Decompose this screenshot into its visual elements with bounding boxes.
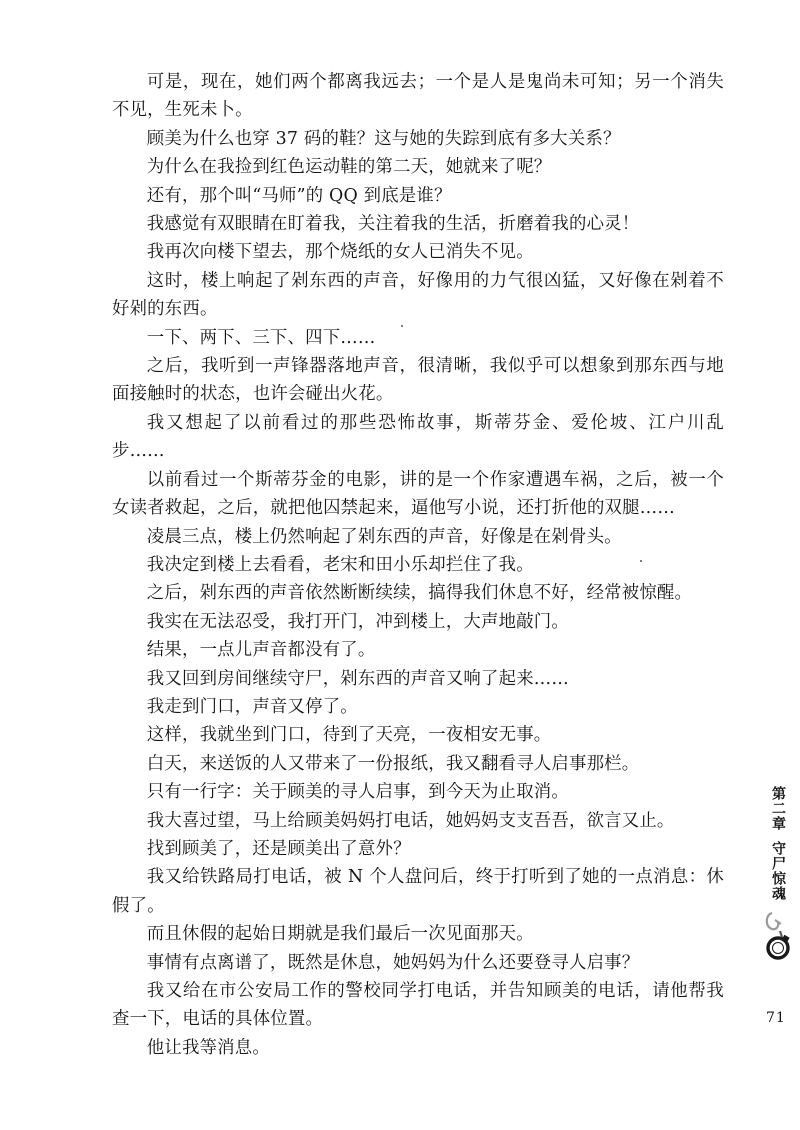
paragraph: 我又给铁路局打电话，被 N 个人盘问后，终于打听到了她的一点消息：休假了。 [112, 867, 724, 916]
paragraph: 我感觉有双眼睛在盯着我，关注着我的生活，折磨着我的心灵！ [146, 214, 640, 235]
paragraph: 可是，现在，她们两个都离我远去；一个是人是鬼尚未可知；另一个消失不见，生死未卜。 [112, 72, 724, 121]
paragraph: 这样，我就坐到门口，待到了天亮，一夜相安无事。 [146, 725, 552, 746]
paragraph: 这时，楼上响起了剁东西的声音，好像用的力气很凶猛，又好像在剁着不好剁的东西。 [112, 270, 724, 320]
paragraph: 我实在无法忍受，我打开门，冲到楼上，大声地敲门。 [146, 611, 569, 632]
paragraph: 事情有点离谱了，既然是休息，她妈妈为什么还要登寻人启事？ [146, 952, 640, 973]
paragraph: 我走到门口，声音又停了。 [146, 696, 358, 717]
paragraph: 一下、两下、三下、四下…… [146, 327, 376, 348]
paragraph: 我大喜过望，马上给顾美妈妈打电话，她妈妈支支吾吾，欲言又止。 [146, 810, 675, 831]
paragraph: 我又想起了以前看过的那些恐怖故事，斯蒂芬金、爱伦坡、江户川乱步…… [112, 412, 724, 462]
paragraph: 我决定到楼上去看看，老宋和田小乐却拦住了我。 [146, 554, 534, 575]
paragraph: 之后，剁东西的声音依然断断续续，搞得我们休息不好，经常被惊醒。 [146, 583, 693, 604]
chapter-title: 守尸惊魂 [770, 841, 786, 901]
paragraph: 我又给在市公安局工作的警校同学打电话，并告知顾美的电话，请他帮我查一下，电话的具体位置。 [112, 981, 724, 1030]
paragraph: 之后，我听到一声锋器落地声音，很清晰，我似乎可以想象到那东西与地面接触时的状态，也许会碰出火花。 [112, 356, 724, 405]
paragraph: 还有，那个叫“马师”的 QQ 到底是谁？ [146, 185, 452, 206]
chapter-number: 第二章 [770, 786, 786, 831]
chapter-side-tab [756, 786, 800, 961]
page-number: 71 [766, 1010, 786, 1026]
handcuffs-icon [763, 909, 793, 961]
paragraph: 凌晨三点，楼上仍然响起了剁东西的声音，好像是在剁骨头。 [146, 526, 622, 547]
paragraph: 我再次向楼下望去，那个烧纸的女人已消失不见。 [146, 242, 534, 263]
body-text [112, 68, 724, 1062]
paragraph: 他让我等消息。 [146, 1037, 270, 1058]
paragraph: 白天，来送饭的人又带来了一份报纸，我又翻看寻人启事那栏。 [146, 753, 640, 774]
scan-speck [401, 325, 403, 327]
paragraph: 只有一行字：关于顾美的寻人启事，到今天为止取消。 [146, 782, 569, 803]
paragraph: 顾美为什么也穿 37 码的鞋？这与她的失踪到底有多大关系？ [146, 128, 621, 149]
paragraph: 结果，一点儿声音都没有了。 [146, 640, 376, 661]
scan-speck [640, 560, 642, 562]
paragraph: 为什么在我捡到红色运动鞋的第二天，她就来了呢？ [146, 157, 552, 178]
paragraph: 找到顾美了，还是顾美出了意外？ [146, 838, 411, 859]
paragraph: 我又回到房间继续守尸，剁东西的声音又响了起来…… [146, 668, 569, 689]
paragraph: 而且休假的起始日期就是我们最后一次见面那天。 [146, 924, 534, 945]
paragraph: 以前看过一个斯蒂芬金的电影，讲的是一个作家遭遇车祸，之后，被一个女读者救起，之后，就把他囚禁起来，逼他写小说，还打折他的双腿…… [112, 469, 724, 519]
